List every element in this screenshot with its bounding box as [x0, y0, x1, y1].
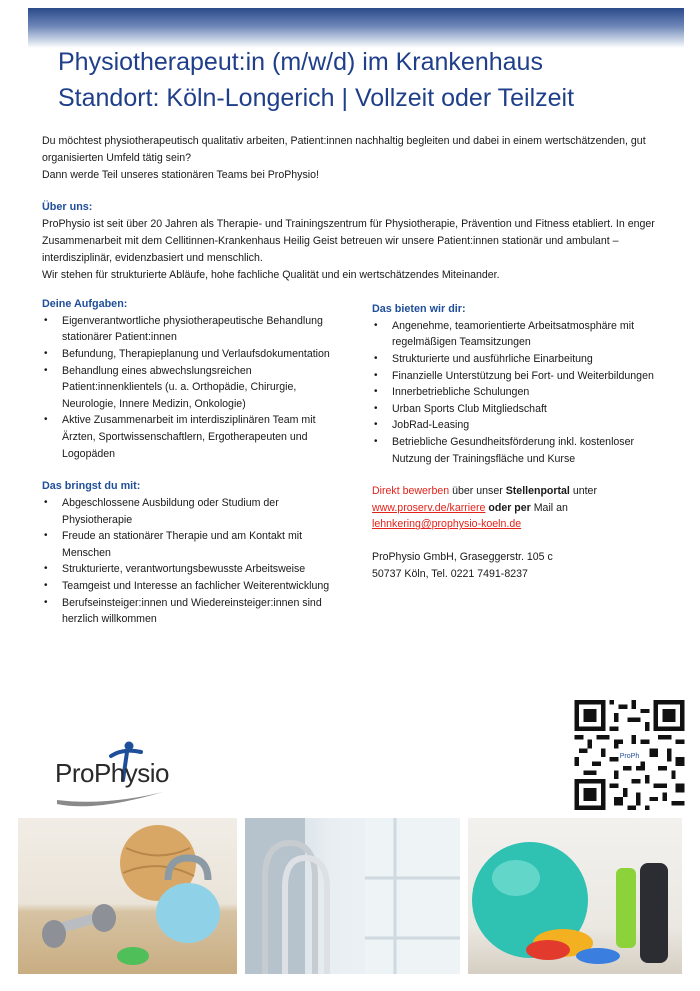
apply-portal-label: Stellenportal — [505, 485, 570, 498]
header-gradient-band — [28, 8, 684, 48]
qr-code-icon[interactable] — [574, 700, 685, 810]
intro-section — [42, 133, 662, 283]
email-link[interactable]: lehnkering@prophysio-koeln.de — [372, 518, 522, 531]
about-heading: Über uns: — [42, 201, 93, 214]
title-line-1: Physiotherapeut:in (m/w/d) im Krankenhaus — [58, 48, 543, 76]
list-item: • Eigenverantwortliche physiotherapeutische Behandlung stationärer Patient:innen — [44, 314, 323, 344]
list-item: • Strukturierte und ausführliche Einarbeitung — [374, 352, 593, 365]
list-item: • Strukturierte, verantwortungsbewusste Arbeitsweise — [44, 563, 306, 576]
list-item: • Abgeschlossene Ausbildung oder Studium der Physiotherapie — [44, 496, 279, 526]
address-block — [372, 549, 672, 582]
list-item: • Aktive Zusammenarbeit im interdisziplinären Team mit Ärzten, Sportwissenschaftlern, Ergotherapeuten und Logopäden — [44, 414, 316, 460]
photo-illustration-1 — [18, 818, 237, 974]
list-item: • Befundung, Therapieplanung und Verlaufsdokumentation — [44, 347, 330, 360]
list-item: • Betriebliche Gesundheitsförderung inkl. kostenloser Nutzung der Trainingsfläche und Kurse — [374, 435, 635, 465]
career-portal-link[interactable]: www.proserv.de/karriere — [372, 501, 486, 514]
apply-section — [372, 483, 672, 533]
apply-via-text: über unser — [452, 485, 503, 498]
right-column — [372, 301, 672, 582]
requirements-heading: Das bringst du mit: — [42, 480, 141, 493]
photo-illustration-2 — [245, 818, 460, 974]
photo-gym-ball — [468, 818, 682, 974]
photo-illustration-3 — [468, 818, 682, 974]
list-item: • Angenehme, teamorientierte Arbeitsatmosphäre mit regelmäßigen Teamsitzungen — [374, 319, 635, 349]
apply-or-text: oder per — [488, 501, 531, 514]
svg-text:ProPh: ProPh — [619, 753, 640, 761]
intro-text-1: Du möchtest physiotherapeutisch qualitativ arbeiten, Patient:innen nachhaltig begleiten und dabei in einem wertschätzenden, gut organisierten Umfeld tätig sein? — [42, 135, 646, 164]
photo-dumbbells-kettlebell — [18, 818, 237, 974]
list-item: • Urban Sports Club Mitgliedschaft — [374, 402, 547, 415]
offer-list — [372, 318, 672, 467]
about-text-1: ProPhysio ist seit über 20 Jahren als Therapie- und Trainingszentrum für Physiotherapie, Prävention und Fitness etabliert. In enger Zusammenarbeit mit dem Cellitinnen-Krankenhaus Heilig Geist betreuen wir unsere Patient:innen stationär und ambulant – interdisziplinär, evidenzbasiert und menschlich. — [42, 218, 655, 264]
offer-heading: Das bieten wir dir: — [372, 303, 466, 315]
logo-swoosh-icon — [55, 788, 165, 810]
list-item: • JobRad-Leasing — [374, 419, 470, 432]
address-line-2: 50737 Köln, Tel. 0221 7491-8237 — [372, 567, 528, 580]
apply-direct-label: Direkt bewerben — [372, 485, 450, 498]
tasks-list — [42, 313, 332, 462]
left-column — [42, 296, 332, 628]
tasks-heading: Deine Aufgaben: — [42, 298, 128, 310]
page-title — [58, 44, 678, 116]
list-item: • Behandlung eines abwechslungsreichen Patient:innenklientels (u. a. Orthopädie, Chirurgie, Neurologie, Innere Medizin, Onkologie) — [44, 364, 297, 410]
intro-text-2: Dann werde Teil unseres stationären Teams bei ProPhysio! — [42, 168, 319, 181]
list-item: • Teamgeist und Interesse an fachlicher Weiterentwicklung — [44, 579, 330, 592]
list-item: • Freude an stationärer Therapie und am Kontakt mit Menschen — [44, 530, 303, 559]
title-line-2: Standort: Köln-Longerich | Vollzeit oder Teilzeit — [58, 84, 575, 112]
list-item: • Berufseinsteiger:innen und Wiedereinsteiger:innen sind herzlich willkommen — [44, 596, 322, 626]
requirements-list — [42, 495, 332, 628]
list-item: • Innerbetriebliche Schulungen — [374, 386, 530, 399]
prophysio-logo — [55, 740, 169, 810]
photo-pool-handrail — [245, 818, 460, 974]
about-text-2: Wir stehen für strukturierte Abläufe, hohe fachliche Qualität und ein wertschätzendes Miteinander. — [42, 268, 500, 281]
list-item: • Finanzielle Unterstützung bei Fort- und Weiterbildungen — [374, 369, 654, 382]
logo-wordmark: ProPhysio — [55, 758, 169, 788]
apply-unter-text: unter — [572, 485, 597, 498]
address-line-1: ProPhysio GmbH, Graseggerstr. 105 c — [372, 550, 553, 563]
apply-mail-text: Mail an — [533, 501, 568, 514]
